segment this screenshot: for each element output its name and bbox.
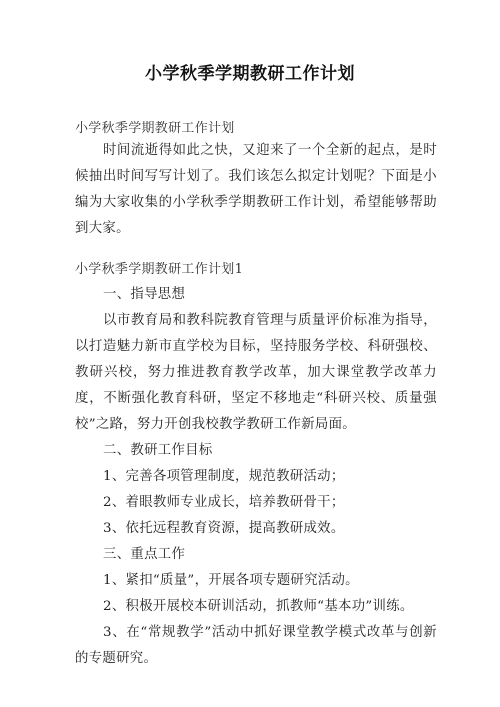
section-2-title: 二、教研工作目标 [103,443,213,458]
section-3-item-2: 2、积极开展校本研训活动，抓教师“基本功”训练。 [103,599,414,614]
intro-heading: 小学秋季学期教研工作计划 [75,121,235,136]
plan-body [75,282,437,672]
section-1-title: 一、指导思想 [103,287,186,302]
section-3-item-1: 1、紧扣“质量”，开展各项专题研究活动。 [103,573,359,588]
intro-paragraph-block [75,138,437,242]
document-title: 小学秋季学期教研工作计划 [145,64,355,84]
section-2-item-3: 3、依托远程教育资源，提高教研成效。 [103,521,345,536]
section-2-item-1: 1、完善各项管理制度，规范教研活动； [103,469,345,484]
plan-heading: 小学秋季学期教研工作计划1 [75,262,244,277]
section-1-paragraph: 以市教育局和教科院教育管理与质量评价标准为指导，以打造魅力新市直学校为目标，坚持服务学校、科研强校、教研兴校，努力推进教育教学改革，加大课堂教学改革力度，不断强化教育科研，坚定不移地走“科研兴校、质量强校”之路，努力开创我校教学教研工作新局面。 [75,313,437,432]
section-2-item-2: 2、着眼教师专业成长，培养教研骨干； [103,495,345,510]
section-3-title: 三、重点工作 [103,547,186,562]
section-3-item-3: 3、在“常规教学”活动中抓好课堂教学模式改革与创新的专题研究。 [75,625,437,666]
intro-paragraph: 时间流逝得如此之快，又迎来了一个全新的起点，是时候抽出时间写写计划了。我们该怎么拟定计划呢？下面是小编为大家收集的小学秋季学期教研工作计划，希望能够帮助到大家。 [75,143,437,236]
